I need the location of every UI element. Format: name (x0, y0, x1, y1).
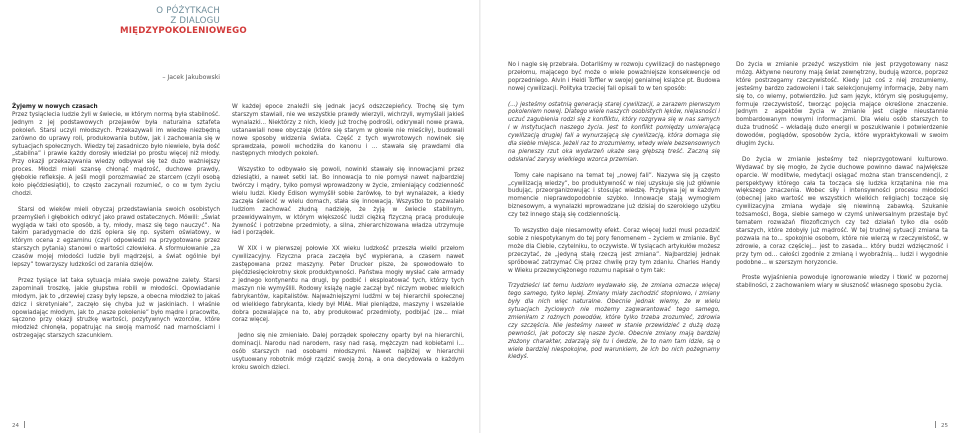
title-line-1: O PÓŻYTKACH (156, 6, 220, 16)
paragraph: Do życia w zmianie przeżyć wszystkim nie jest przygotowany nasz mózg. Aktywne neurony mają świat zewnętrzny, budują wzorce, poprzez które postrzegamy rzeczywistość. Kiedy już coś z niej zrozumiemy, jesteśmy bardzo zadowoleni i tak selekcjonujemy informacje, żeby nam się to, co wiemy, potwierdziło. Już sam język, którym się posługujemy, formuje rzeczywistość, tworząc pojęcia mające określone znaczenie. Jednym z aspektów życia w zmianie jest ciągłe nieustannie bombardowanym nowymi informacjami. Dla wielu osób starszych to duża trudność – wkładają dużo energii w poszukiwanie i potwierdzenie dowodów, poglądów, sposobów życia, które wypraktykowali w swoim długim życiu. (736, 62, 948, 148)
column-2 (232, 104, 464, 381)
paragraph: Proste wyjaśnienia powoduje ignorowanie wiedzy i tkwić w pozornej stabilności, z zachowaniem wiary w słuszność własnego sposobu życia. (736, 275, 948, 290)
folio-divider-right (935, 421, 936, 428)
author-byline: – Jacek Jakubowski (162, 74, 220, 81)
paragraph: Jedno się nie zmieniało. Dalej porządek społeczny oparty był na hierarchii, dominacji. Narodu nad narodem, rasy nad rasą, mężczyzn nad kobietami i... osób starszych nad osobami młodszymi. Nawet najbiżej w hierarchii usytuowany robotnik mógł rządzić swoją żoną, a ona decydowała o każdym kroku swoich dzieci. (232, 333, 464, 371)
paragraph: No i nagle się przebrała. Dotarliśmy w rozwoju cywilizacji do następnego przełomu, mającego być może o wiele poważniejsze konsekwencje od poprzedniego. Alvin i Heidi Toffler w swojej genialnej książce pt. Budowa nowej cywilizacji. Polityka trzeciej fali opisali to w ten sposób: (508, 62, 720, 92)
block-quote: (...) jesteśmy ostatnią generacją starej cywilizacji, a zarazem pierwszym pokoleniem nowej. Dlatego wiele naszych osobistych lęków, niejasności i uczuć zagubienia rodzi się z konfliktu, który rozgrywa się w nas samych i w instytucjach naszego życia. Jest to konflikt pomiędzy umierającą cywilizacją drugiej fali a wynurzającą się cywilizacją, która domaga się dla siebie miejsca. Jeżeli raz to zrozumiemy, wtedy wiele bezsensownych na pierwszy rzut oka wydarzeń ukaże swą głębszą treść. Zaczną się odsłaniać zarysy wielkiego wzorca przemian. (508, 101, 721, 163)
paragraph: Starsi od wieków mieli obyczaj przedstawiania swoich osobistych przemyśleń i głębokich odkryć jako prawd ostatecznych. Mówili: „Świat wygląda w taki oto sposób, a ty, młody, masz się tego nauczyć”. Na takim paradygmacie do dziś opiera się np. system oświatowy, w którym ocena z egzaminu (czyli odpowiedzi na przygotowane przez starszych pytania) stanowi o wartości człowieka. A sformułowanie „za czasów mojej młodości ludzie byli mądrzejsi, a świat ogólnie był lepszy” towarzyszy ludzkości od zarania dziejów. (12, 206, 220, 269)
column-4 (736, 62, 948, 299)
column-1 (12, 104, 220, 349)
page-number-right: 25 (941, 423, 948, 429)
paragraph: Wszystko to odbywało się powoli, nowinki stawały się innowacjami przez dziesiątki, a nawet setki lat. Bo innowacja to nie pomysł nawet najbardziej twórczy i mądry, tylko pomysł wprowadzony w życie, zmieniający codzienność wielu ludzi. Kiedy Edison wymyślił sobie żarówkę, to był wynalazek, a kiedy zaczęła świecić w wielu domach, stała się innowacją. Wszystko to pozwalało ludziom zachować złudną nadzieję, że żyją w świecie stabilnym, przewidywalnym, w którym większość ludzi ciężką fizyczną pracą produkuje żywność i potrzebne przedmioty, a silna, zhierarchizowana władza utrzymuje ład i porządek. (232, 167, 464, 237)
page-number-left: 24 (12, 423, 19, 429)
paragraph: Przez tysiące lat taka sytuacja miała swoje poważne zalety. Starsi zapominali troszkę, jakie głupstwa robili w młodości. Opowiadanie młodym, jak to „drzewiej czasy były lepsze, a obecna młodzież to jakaś dzicz i skretyniałe”, zaczęło się chyba już w jaskiniach. I właśnie opowiadając młodym, jak to „nasze pokolenie” było mądre i pracowite, sączono przy okazji strużkę wartości, pozytywnych wzorców, które młodzież chłonęła, popatrując na swoją marność nad marnościami i ostrzegając starszych szacunkiem. (12, 277, 220, 340)
paragraph: W XIX i w pierwszej połowie XX wieku ludzkość przeszła wielki przełom cywilizacyjny. Fizyczna praca zaczęła być wypierana, a czasem nawet zastępowana przez maszyny. Peter Drucker pisze, że spowodowało to pięćdziesięciokrotny skok produktywności. Państwa mogły wysłać całe armady z jednego kontynentu na drugi, by podbić i eksploatować tych, którzy tych maszyn nie wymyślili. Rodowy książę nagle zaczął być niczym wobec wielkich fabrykantów, kapitalistów. Najważniejszymi ludźmi w tej hierarchii społecznej od wielkiego fabrykanta, kiedy był MIAŁ. Miał pieniądze, maszyny i wszelakie dobra pozwalające na to, aby produkować przedmioty, podbijać (ze... miał coraz więcej. (232, 246, 464, 324)
folio-divider-left (24, 421, 25, 428)
paragraph: Do życia w zmianie jesteśmy też nieprzygotowani kulturowo. Wydawać by się mogło, że życie duchowe powinno dawać największe oparcie. W modlitwie, medytacji osiągać można stan transcendencji, z perspektywy którego cała ta tocząca się ludzka krzątanina nie ma większego znaczenia. Wobec siły i intensywności procesu młodości (obecnej jako wartość we wszystkich wielkich religiach) toczące się cywilizacyjna zmiana wydaje się niewinną zabawką. Szukanie tożsamości, Boga, siebie samego w czymś uniwersalnym przestaje być tematem rozważań filozoficznych czy też działań tylko dla osób starszych, które zdobyły już mądrość. W tej trudnej sytuacji zmiana ta pozwala na to... spokojnie osobom, które nie wierzą w rzeczywistość, w zdrowie, a coraz częściej... jest to zasada... który budzi wdzięczność i przy tym od... całości zgodnie z zmianą i wyobraźnią... ludzi i wygodnie podobne... w szerszym horyzoncie. (736, 156, 948, 266)
column-3 (508, 62, 720, 370)
spine-gutter (479, 0, 481, 433)
paragraph: Tomy całe napisano na temat tej „nowej fali”. Nazywa się ją często „cywilizacją wiedzy”, bo produktywność w niej uzyskuje się już głównie budując, przeorganizowując i stosując wiedzę. Przybywa jej w każdym momencie nieprawdopodobnie szybko. Innowacje stają wymogiem biznesowym, a wynalazki wprowadzane już dzisiaj do szerokiego użytku czy też innego stają się codziennością. (508, 172, 720, 219)
title-line-3: MIĘDZYPOKOLENIOWEGO (120, 26, 247, 36)
paragraph: W każdej epoce znaleźli się jednak jacyś odszczepieńcy. Trochę się tym starszym stawiali, nie we wszystkie prawdy wierzyli, wichrzyli, wymyślali jakieś wynalazki... Niektórzy z nich, kiedy już trochę podrośli, odkrywali nowe prawa, ustanawiali nowe obyczaje (które się starym w głowie nie mieściły), budowali nowe sposoby widzenia świata. Część z tych wywrotowych nowinek się sprawdzała, powoli wchodziła do kanonu i ... stawała się prawdami dla następnych młodych pokoleń. (232, 104, 464, 158)
title-line-2: Z DIALOGU (170, 16, 220, 26)
block-quote: Trzydzieści lat temu ludziom wydawało się, że zmiana oznacza więcej tego samego, tylko lepiej. Zmiany miały zachodzić stopniowo, i zmiany były dla nich więc naturalne. Obecnie jednak wiemy, że w wielu sytuacjach życiowych nie możemy zagwarantować tego samego, zmieniłam z rożnych powodów, które tylko trzeba zrozumieć, zdrowia czy szczęścia. Nie jesteśmy nawet w stanie przewidzieć z dużą dozą pewności, jak potoczy się nasze życie. Obecnie zmiany mają bardziej złożony charakter, zdarzają się tu i ówdzie, że to nam tam idzie, są o wiele bardziej niespokojne, pod warunkiem, że ich bo nich pożegnamy kiedyś. (508, 283, 720, 361)
paragraph: To wszystko daje niesamowity efekt. Coraz więcej ludzi musi pozadzić sobie z niespotykanym do tej pory fenomenem – życiem w zmianie. Być może dla Ciebie, czytelniku, to oczywiste. W tysiącach artykułów możesz przeczytać, że „jedyną stałą rzeczą jest zmiana”. Najbardziej jednak spróbować zatrzymać Cię przez chwilę przy tym zdaniu. Charles Handy w Wieku przezwyciężonego rozumu napisał o tym tak: (508, 227, 720, 274)
section-heading: Żyjemy w nowych czasach (12, 104, 98, 110)
paragraph: Przez tysiąclecia ludzie żyli w świecie, w którym normą była stabilność. Jednym z jej podstawowych przejawów była naturalna sztafeta pokoleń. Starsi uczyli młodszych. Przekazywali im wiedzę niezbędną zarówno do uprawy roli, produkowania butów, jak i zachowania się w sytuacjach społecznych. Wiedzy tej zasadniczo było niewiele, była dość „stabilna” i prawie każdy dorosły wiedział po prostu więcej niż młody. Przy okazji przekazywania wiedzy odbywał się też dużo ważniejszy proces. Młodzi mieli szansę chłonąć mądrość, duchowe prawdy, głębokie refleksje. A jeśli mogli porozmawiać ze starcem (czyli osobą koło pięćdziesiątki), to często zaczynali rozumieć, o co w tym życiu chodzi. (12, 111, 220, 197)
article-title (120, 6, 247, 36)
